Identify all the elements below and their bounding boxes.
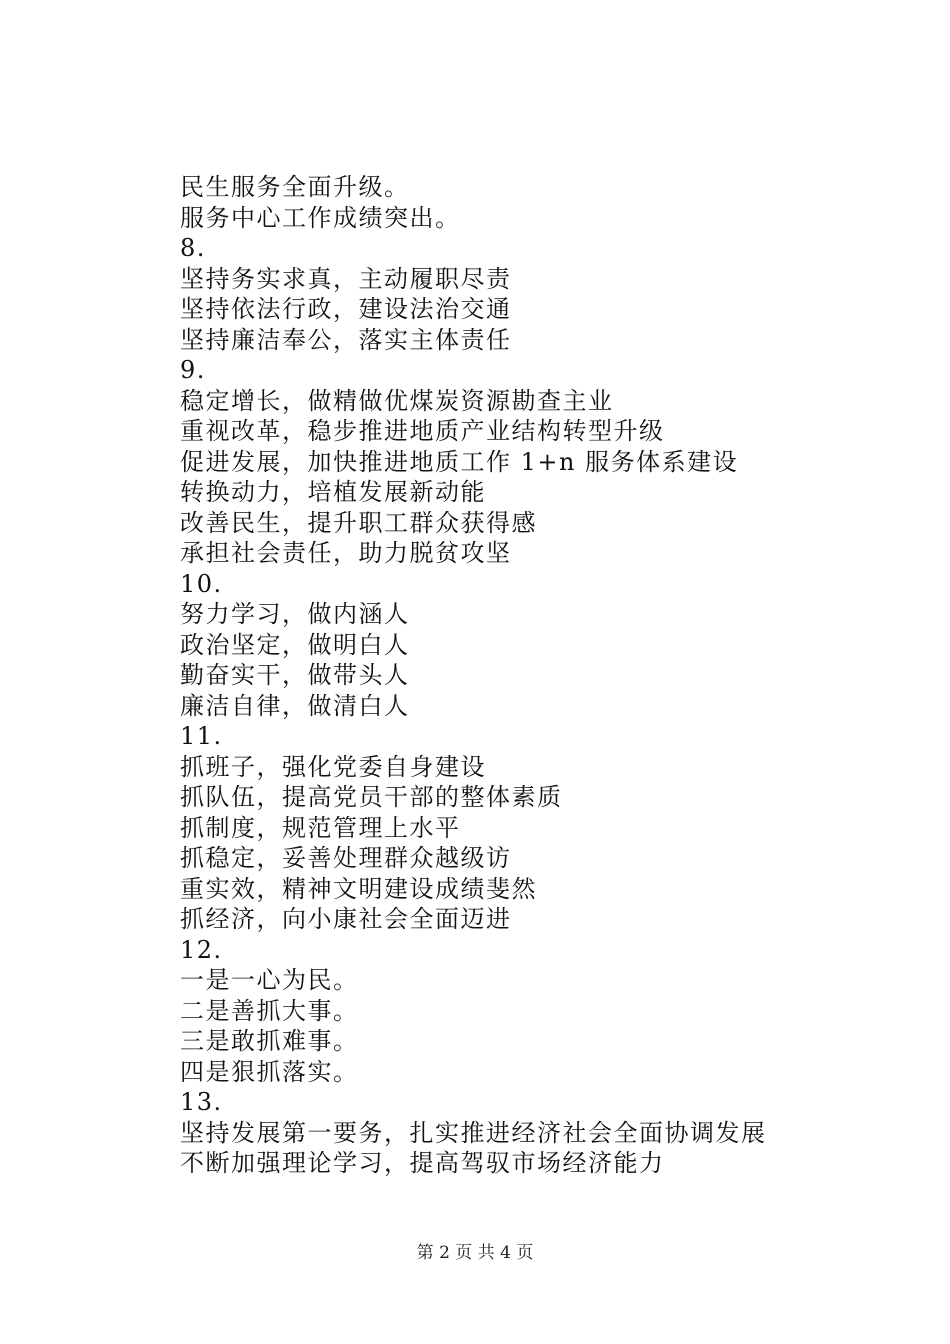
page-footer: 第 2 页 共 4 页 (416, 1243, 534, 1263)
section-number: 13. (180, 1088, 223, 1116)
text-line: 抓经济，向小康社会全面迈进 (180, 905, 512, 933)
text-line: 不断加强理论学习，提高驾驭市场经济能力 (180, 1149, 665, 1177)
text-line: 廉洁自律，做清白人 (180, 691, 410, 720)
text-line: 促进发展，加快推进地质工作 1+n 服务体系建设 (180, 447, 739, 476)
text-line: 四是狠抓落实。 (180, 1057, 359, 1086)
text-line: 重视改革，稳步推进地质产业结构转型升级 (180, 417, 665, 445)
text-line: 政治坚定，做明白人 (180, 630, 410, 659)
section-number: 11. (180, 722, 223, 750)
text-line: 抓稳定，妥善处理群众越级访 (180, 844, 512, 872)
text-line: 转换动力，培植发展新动能 (180, 478, 486, 506)
text-line: 抓制度，规范管理上水平 (180, 813, 461, 842)
text-line: 改善民生，提升职工群众获得感 (180, 508, 537, 537)
text-line: 重实效，精神文明建设成绩斐然 (180, 874, 537, 903)
text-line: 勤奋实干，做带头人 (180, 661, 410, 689)
text-line: 服务中心工作成绩突出。 (180, 203, 461, 232)
document-body (180, 172, 880, 1179)
text-line: 坚持依法行政，建设法治交通 (180, 295, 512, 323)
text-line: 坚持务实求真，主动履职尽责 (180, 264, 512, 293)
text-line: 坚持发展第一要务，扎实推进经济社会全面协调发展 (180, 1118, 767, 1147)
text-line: 抓队伍，提高党员干部的整体素质 (180, 783, 563, 811)
text-line: 抓班子，强化党委自身建设 (180, 752, 486, 781)
section-number: 12. (180, 935, 223, 964)
section-number: 8. (180, 234, 206, 262)
text-line: 承担社会责任，助力脱贫攻坚 (180, 539, 512, 567)
text-line: 二是善抓大事。 (180, 996, 359, 1025)
text-line: 民生服务全面升级。 (180, 173, 410, 201)
text-line: 稳定增长，做精做优煤炭资源勘查主业 (180, 386, 614, 415)
section-number: 10. (180, 569, 223, 598)
text-line: 努力学习，做内涵人 (180, 600, 410, 628)
section-number: 9. (180, 356, 206, 384)
text-line: 三是敢抓难事。 (180, 1027, 359, 1055)
text-line: 坚持廉洁奉公，落实主体责任 (180, 325, 512, 354)
text-line: 一是一心为民。 (180, 966, 359, 994)
